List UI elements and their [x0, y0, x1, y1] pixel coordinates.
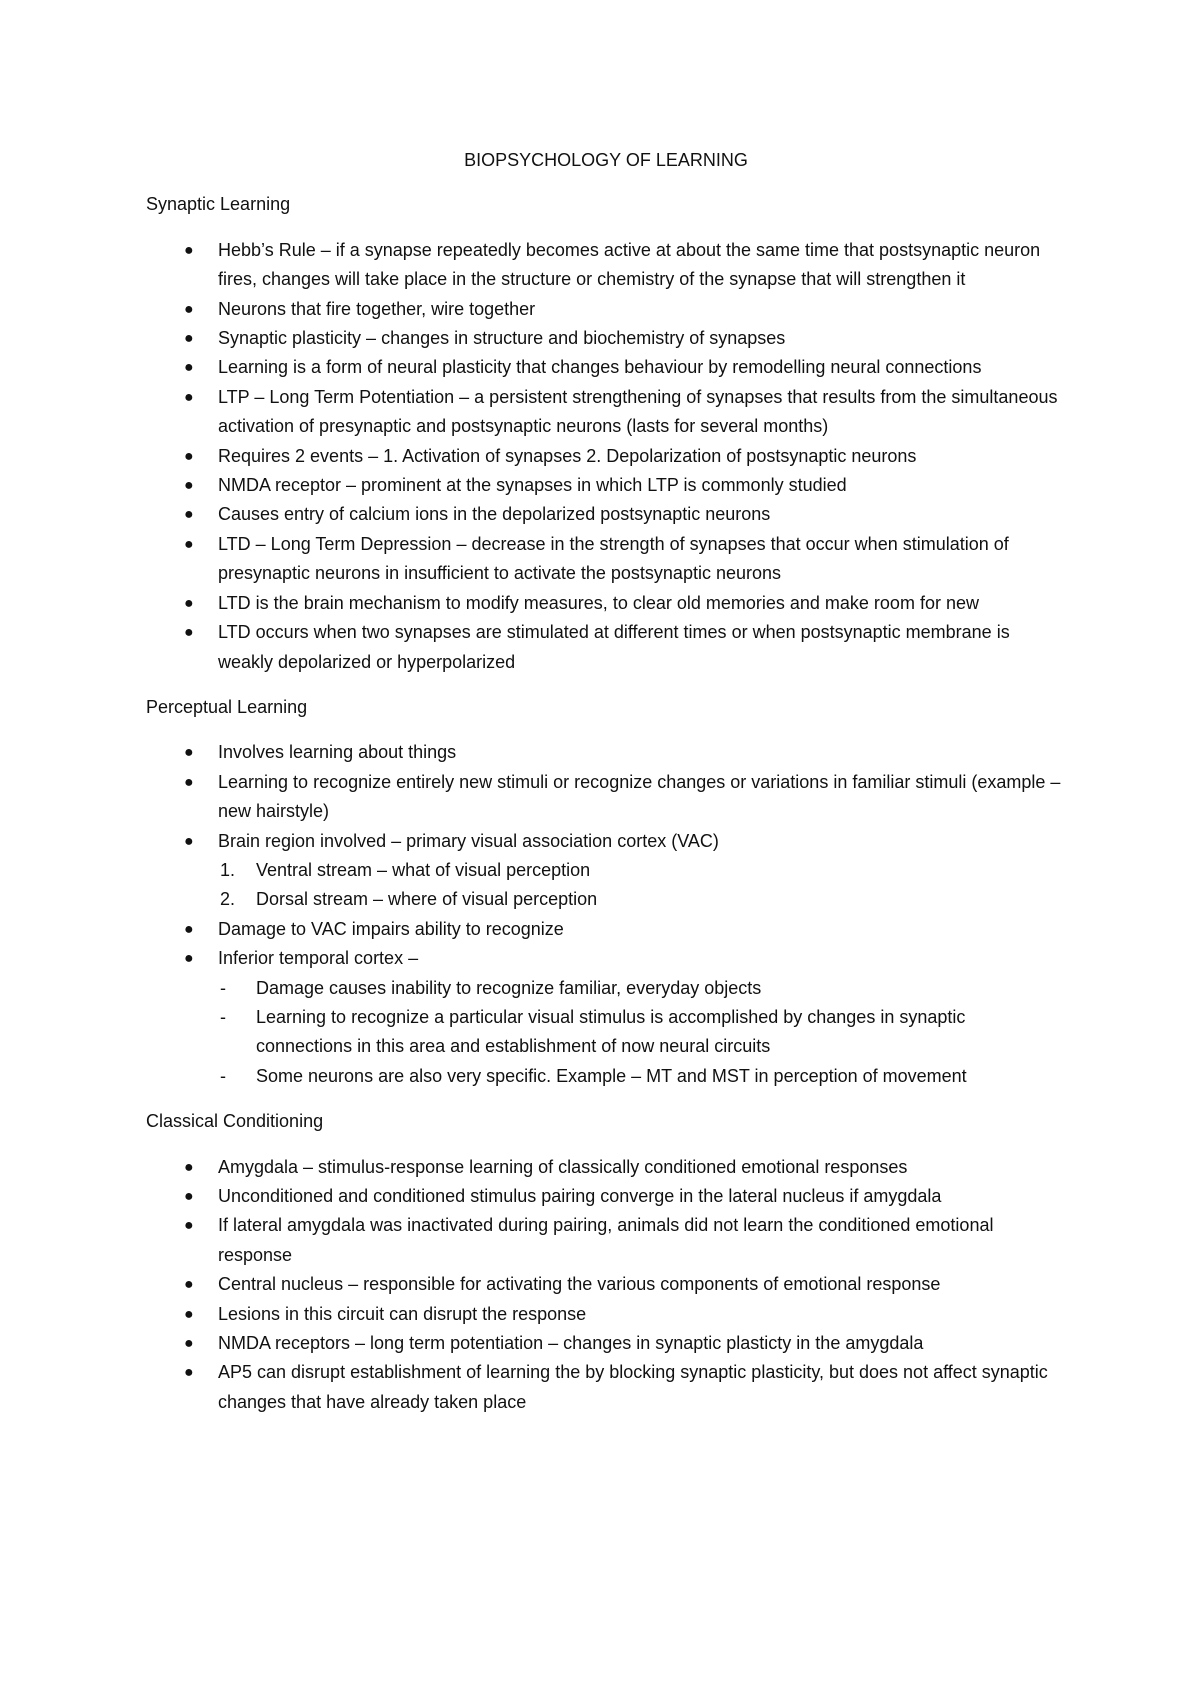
- list-item: [146, 944, 1066, 973]
- list-item: [146, 738, 1066, 767]
- bullet-icon: ●: [184, 624, 194, 642]
- classical-conditioning-list: [146, 1153, 1066, 1418]
- number-marker: 2.: [220, 889, 236, 910]
- list-item: [146, 353, 1066, 382]
- list-item-text: NMDA receptors – long term potentiation – changes in synaptic plasticty in the amygdala: [218, 1333, 924, 1354]
- list-item-text: Involves learning about things: [218, 742, 457, 763]
- dash-marker: -: [220, 1006, 226, 1027]
- list-item-text: Synaptic plasticity – changes in structure and biochemistry of synapses: [218, 328, 786, 349]
- list-item: [146, 827, 1066, 856]
- dashed-item: [146, 1003, 1066, 1062]
- list-item-text: Brain region involved – primary visual association cortex (VAC): [218, 830, 719, 851]
- document-title: BIOPSYCHOLOGY OF LEARNING: [464, 150, 748, 170]
- bullet-icon: ●: [184, 594, 194, 612]
- dashed-item-text: Damage causes inability to recognize familiar, everyday objects: [256, 977, 762, 998]
- bullet-icon: ●: [184, 1158, 194, 1176]
- bullet-icon: ●: [184, 744, 194, 762]
- bullet-icon: ●: [184, 477, 194, 495]
- bullet-icon: ●: [184, 359, 194, 377]
- list-item: [146, 618, 1066, 677]
- list-item: [146, 295, 1066, 324]
- list-item: [146, 471, 1066, 500]
- list-item-text: Hebb’s Rule – if a synapse repeatedly becomes active at about the same time that postsynaptic neuron fires, changes will take place in the structure or chemistry of the synapse that will strengthen it: [218, 239, 1041, 290]
- bullet-icon: ●: [184, 1364, 194, 1382]
- numbered-item-text: Ventral stream – what of visual perception: [256, 859, 591, 880]
- bullet-icon: ●: [184, 832, 194, 850]
- dashed-sublist: [146, 974, 1066, 1092]
- bullet-icon: ●: [184, 773, 194, 791]
- list-item: [146, 530, 1066, 589]
- numbered-sublist-container: [146, 856, 1066, 915]
- list-item: [146, 324, 1066, 353]
- list-item: [146, 1300, 1066, 1329]
- list-item-text: Learning to recognize entirely new stimuli or recognize changes or variations in familiar stimuli (example – new hairstyle): [218, 771, 1061, 822]
- numbered-item: [146, 885, 1066, 914]
- dashed-sublist-container: [146, 974, 1066, 1092]
- list-item-text: LTD – Long Term Depression – decrease in the strength of synapses that occur when stimulation of presynaptic neurons in insufficient to activate the postsynaptic neurons: [218, 533, 1009, 584]
- bullet-icon: ●: [184, 535, 194, 553]
- list-item: [146, 1211, 1066, 1270]
- dashed-item-text: Some neurons are also very specific. Example – MT and MST in perception of movement: [256, 1065, 967, 1086]
- list-item: [146, 442, 1066, 471]
- list-item: [146, 589, 1066, 618]
- list-item-text: Inferior temporal cortex –: [218, 948, 419, 969]
- bullet-icon: ●: [184, 1335, 194, 1353]
- bullet-icon: ●: [184, 300, 194, 318]
- section-heading-classical-conditioning: Classical Conditioning: [146, 1111, 324, 1132]
- list-item: [146, 1153, 1066, 1182]
- numbered-item-text: Dorsal stream – where of visual perception: [256, 889, 598, 910]
- numbered-item: [146, 856, 1066, 885]
- list-item-text: AP5 can disrupt establishment of learning the by blocking synaptic plasticity, but does not affect synaptic changes that have already taken place: [218, 1362, 1048, 1412]
- list-item-text: NMDA receptor – prominent at the synapses in which LTP is commonly studied: [218, 475, 847, 496]
- list-item-text: Damage to VAC impairs ability to recognize: [218, 918, 564, 939]
- list-item: [146, 1270, 1066, 1299]
- list-item-text: Causes entry of calcium ions in the depolarized postsynaptic neurons: [218, 504, 771, 525]
- list-item-text: Neurons that fire together, wire together: [218, 298, 536, 319]
- list-item-text: Unconditioned and conditioned stimulus pairing converge in the lateral nucleus if amygdala: [218, 1186, 942, 1206]
- list-item-text: If lateral amygdala was inactivated during pairing, animals did not learn the conditioned emotional response: [218, 1215, 994, 1265]
- bullet-icon: ●: [184, 447, 194, 465]
- dashed-item-text: Learning to recognize a particular visual stimulus is accomplished by changes in synaptic connections in this area and establishment of now neural circuits: [256, 1006, 966, 1057]
- perceptual-learning-list: [146, 738, 1066, 1091]
- list-item-text: LTD is the brain mechanism to modify measures, to clear old memories and make room for new: [218, 592, 979, 613]
- list-item-text: LTD occurs when two synapses are stimulated at different times or when postsynaptic membrane is weakly depolarized or hyperpolarized: [218, 622, 1010, 672]
- list-item: [146, 1358, 1066, 1417]
- dashed-item: [146, 974, 1066, 1003]
- dashed-item: [146, 1062, 1066, 1091]
- bullet-icon: ●: [184, 1217, 194, 1235]
- dash-marker: -: [220, 977, 226, 998]
- number-marker: 1.: [220, 859, 236, 880]
- bullet-icon: ●: [184, 920, 194, 938]
- list-item: [146, 500, 1066, 529]
- bullet-icon: ●: [184, 1305, 194, 1323]
- list-item: [146, 236, 1066, 295]
- synaptic-learning-list: [146, 236, 1066, 677]
- list-item-text: Requires 2 events – 1. Activation of synapses 2. Depolarization of postsynaptic neurons: [218, 445, 917, 466]
- bullet-icon: ●: [184, 388, 194, 406]
- document-content: [146, 146, 1066, 1433]
- list-item: [146, 383, 1066, 442]
- list-item-text: LTP – Long Term Potentiation – a persistent strengthening of synapses that results from the simultaneous activation of presynaptic and postsynaptic neurons (lasts for several months): [218, 386, 1058, 437]
- section-heading-synaptic-learning: Synaptic Learning: [146, 194, 291, 215]
- numbered-sublist: [146, 856, 1066, 915]
- bullet-icon: ●: [184, 241, 194, 259]
- dash-marker: -: [220, 1065, 226, 1086]
- bullet-icon: ●: [184, 950, 194, 968]
- list-item: [146, 1182, 1066, 1211]
- bullet-icon: ●: [184, 1188, 194, 1205]
- list-item: [146, 1329, 1066, 1358]
- list-item-text: Learning is a form of neural plasticity that changes behaviour by remodelling neural connections: [218, 357, 982, 378]
- list-item-text: Central nucleus – responsible for activating the various components of emotional response: [218, 1274, 941, 1295]
- list-item-text: Lesions in this circuit can disrupt the response: [218, 1303, 587, 1324]
- list-item: [146, 915, 1066, 944]
- bullet-icon: ●: [184, 1276, 194, 1294]
- list-item-text: Amygdala – stimulus-response learning of classically conditioned emotional responses: [218, 1156, 908, 1177]
- bullet-icon: ●: [184, 330, 194, 348]
- section-heading-perceptual-learning: Perceptual Learning: [146, 696, 308, 717]
- list-item: [146, 768, 1066, 827]
- bullet-icon: ●: [184, 506, 194, 524]
